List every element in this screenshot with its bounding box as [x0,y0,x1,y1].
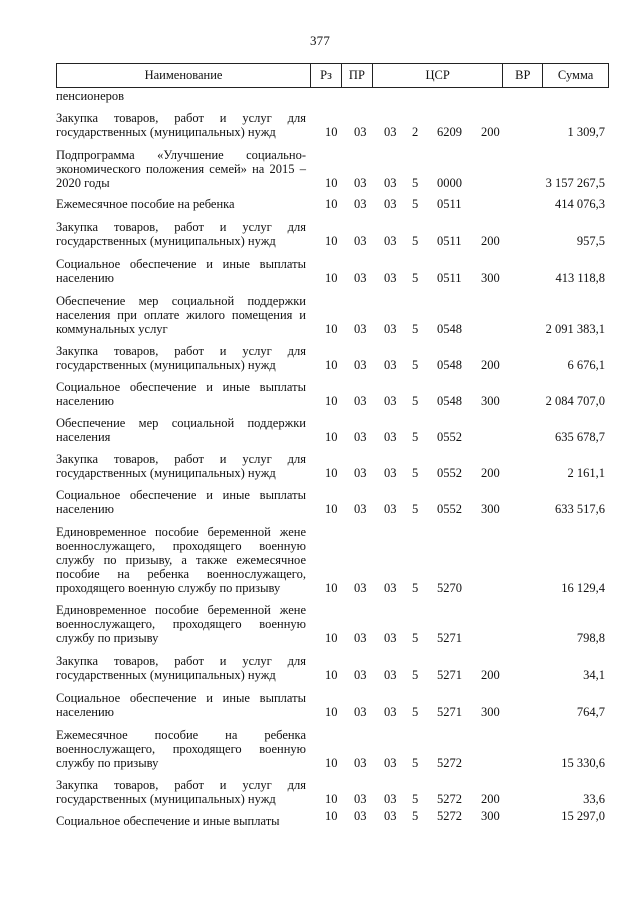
row-csr-subprogram: 5 [412,809,419,823]
row-pr: 03 [354,430,367,444]
row-codes [56,394,609,408]
row-sum: 33,6 [583,792,605,806]
row-codes [56,176,609,190]
row-vr: 200 [481,125,500,139]
row-csr-subprogram: 5 [412,394,419,408]
row-rz: 10 [325,631,338,645]
row-rz: 10 [325,809,338,823]
row-csr-program: 03 [384,631,397,645]
row-pr: 03 [354,631,367,645]
row-codes [56,89,609,103]
row-csr-code: 0548 [437,394,462,408]
row-csr-code: 0548 [437,322,462,336]
row-csr-code: 0511 [437,271,462,285]
row-pr: 03 [354,322,367,336]
row-rz: 10 [325,358,338,372]
table-row [56,89,609,103]
row-csr-code: 0552 [437,502,462,516]
row-codes [56,271,609,285]
row-sum: 15 330,6 [561,756,605,770]
row-rz: 10 [325,430,338,444]
row-csr-program: 03 [384,705,397,719]
row-csr-subprogram: 5 [412,581,419,595]
row-vr: 300 [481,394,500,408]
row-csr-code: 5271 [437,631,462,645]
row-csr-program: 03 [384,668,397,682]
row-csr-code: 0511 [437,234,462,248]
row-csr-code: 6209 [437,125,462,139]
row-csr-subprogram: 5 [412,502,419,516]
table-row [56,728,609,770]
row-csr-code: 5270 [437,581,462,595]
table-row [56,809,609,828]
row-name: Закупка товаров, работ и услуг для государственных (муниципальных) нужд [56,111,306,139]
row-csr-code: 5271 [437,705,462,719]
row-csr-subprogram: 5 [412,197,419,211]
row-csr-program: 03 [384,125,397,139]
row-name: Закупка товаров, работ и услуг для государственных (муниципальных) нужд [56,654,306,682]
row-name: Закупка товаров, работ и услуг для государственных (муниципальных) нужд [56,778,306,806]
row-csr-code: 0000 [437,176,462,190]
row-name: Ежемесячное пособие на ребенка [56,197,235,211]
row-csr-subprogram: 5 [412,322,419,336]
row-pr: 03 [354,809,367,823]
row-name: Обеспечение мер социальной поддержки населения при оплате жилого помещения и коммунальных услуг [56,294,306,336]
row-csr-subprogram: 5 [412,705,419,719]
row-csr-subprogram: 5 [412,792,419,806]
row-name: пенсионеров [56,89,125,103]
row-csr-subprogram: 5 [412,466,419,480]
row-codes [56,705,609,719]
table-body [56,89,609,828]
row-csr-code: 5272 [437,756,462,770]
row-csr-program: 03 [384,176,397,190]
row-csr-subprogram: 5 [412,234,419,248]
row-pr: 03 [354,271,367,285]
row-name: Закупка товаров, работ и услуг для государственных (муниципальных) нужд [56,220,306,248]
row-csr-subprogram: 5 [412,358,419,372]
row-vr: 300 [481,809,500,823]
row-codes [56,631,609,645]
row-csr-subprogram: 2 [412,125,419,139]
row-vr: 300 [481,502,500,516]
row-csr-program: 03 [384,271,397,285]
row-rz: 10 [325,756,338,770]
row-vr: 300 [481,271,500,285]
row-csr-program: 03 [384,234,397,248]
row-pr: 03 [354,234,367,248]
row-codes [56,430,609,444]
row-rz: 10 [325,502,338,516]
table-row [56,654,609,682]
row-csr-program: 03 [384,502,397,516]
row-csr-subprogram: 5 [412,756,419,770]
row-pr: 03 [354,792,367,806]
row-csr-code: 0511 [437,197,462,211]
row-name: Единовременное пособие беременной жене военнослужащего, проходящего военную службу по призыву, а также ежемесячное пособие на ребенка военнослужащего, проходящего военную службу по призыву [56,525,306,595]
row-csr-code: 5271 [437,668,462,682]
row-csr-program: 03 [384,792,397,806]
header-name: Наименование [144,68,223,82]
row-codes [56,668,609,682]
row-csr-program: 03 [384,466,397,480]
row-csr-program: 03 [384,581,397,595]
row-pr: 03 [354,581,367,595]
row-csr-subprogram: 5 [412,176,419,190]
row-sum: 34,1 [583,668,605,682]
row-csr-program: 03 [384,322,397,336]
header-pr: ПР [341,64,372,87]
row-rz: 10 [325,197,338,211]
table-row [56,197,609,211]
row-sum: 798,8 [576,631,605,645]
row-sum: 633 517,6 [555,502,605,516]
row-sum: 2 091 383,1 [545,322,605,336]
row-vr: 200 [481,358,500,372]
table-row [56,220,609,248]
row-vr: 200 [481,792,500,806]
row-name: Социальное обеспечение и иные выплаты населению [56,691,306,719]
row-csr-program: 03 [384,358,397,372]
row-vr: 200 [481,234,500,248]
table-row [56,344,609,372]
row-sum: 2 161,1 [567,466,605,480]
row-pr: 03 [354,197,367,211]
row-csr-subprogram: 5 [412,668,419,682]
row-pr: 03 [354,502,367,516]
row-sum: 957,5 [576,234,605,248]
page-number: 377 [309,33,331,48]
row-rz: 10 [325,234,338,248]
row-codes [56,756,609,770]
row-codes [56,125,609,139]
row-name: Социальное обеспечение и иные выплаты [56,814,280,828]
row-vr: 300 [481,705,500,719]
row-csr-program: 03 [384,430,397,444]
row-sum: 2 084 707,0 [545,394,605,408]
row-name: Подпрограмма «Улучшение социально-экономического положения семей» на 2015 – 2020 годы [56,148,306,190]
row-rz: 10 [325,705,338,719]
row-pr: 03 [354,668,367,682]
table-row [56,416,609,444]
row-rz: 10 [325,125,338,139]
row-csr-code: 0552 [437,430,462,444]
row-csr-subprogram: 5 [412,430,419,444]
row-name: Социальное обеспечение и иные выплаты населению [56,257,306,285]
row-sum: 3 157 267,5 [545,176,605,190]
row-rz: 10 [325,668,338,682]
row-name: Закупка товаров, работ и услуг для государственных (муниципальных) нужд [56,344,306,372]
table-row [56,525,609,595]
table-row [56,778,609,806]
table-row [56,691,609,719]
row-name: Социальное обеспечение и иные выплаты населению [56,488,306,516]
row-pr: 03 [354,358,367,372]
row-pr: 03 [354,125,367,139]
row-csr-code: 5272 [437,809,462,823]
row-sum: 635 678,7 [555,430,605,444]
row-csr-code: 5272 [437,792,462,806]
row-csr-program: 03 [384,756,397,770]
header-sum: Сумма [542,64,608,87]
row-rz: 10 [325,466,338,480]
table-header [56,63,609,88]
row-codes [56,809,609,823]
row-name: Ежемесячное пособие на ребенка военнослужащего, проходящего военную службу по призыву [56,728,306,770]
row-name: Социальное обеспечение и иные выплаты населению [56,380,306,408]
row-name: Обеспечение мер социальной поддержки населения [56,416,306,444]
header-vr: ВР [502,64,542,87]
table-row [56,148,609,190]
table-row [56,111,609,139]
row-csr-subprogram: 5 [412,271,419,285]
row-pr: 03 [354,705,367,719]
row-sum: 414 076,3 [555,197,605,211]
row-csr-code: 0548 [437,358,462,372]
row-csr-subprogram: 5 [412,631,419,645]
row-rz: 10 [325,394,338,408]
row-codes [56,581,609,595]
table-row [56,488,609,516]
row-sum: 764,7 [576,705,605,719]
row-codes [56,234,609,248]
row-pr: 03 [354,394,367,408]
row-csr-code: 0552 [437,466,462,480]
row-name: Закупка товаров, работ и услуг для государственных (муниципальных) нужд [56,452,306,480]
row-csr-program: 03 [384,809,397,823]
row-name: Единовременное пособие беременной жене военнослужащего, проходящего военную службу по призыву [56,603,306,645]
row-rz: 10 [325,322,338,336]
row-pr: 03 [354,176,367,190]
row-vr: 200 [481,668,500,682]
row-codes [56,197,609,211]
header-rz: Рз [310,64,341,87]
table-row [56,603,609,645]
row-vr: 200 [481,466,500,480]
row-pr: 03 [354,756,367,770]
row-codes [56,358,609,372]
row-codes [56,502,609,516]
table-row [56,452,609,480]
table-row [56,380,609,408]
row-csr-program: 03 [384,394,397,408]
row-sum: 15 297,0 [561,809,605,823]
row-sum: 6 676,1 [567,358,605,372]
row-rz: 10 [325,176,338,190]
row-sum: 1 309,7 [567,125,605,139]
table-row [56,294,609,336]
row-codes [56,466,609,480]
row-rz: 10 [325,581,338,595]
row-codes [56,792,609,806]
row-codes [56,322,609,336]
row-sum: 16 129,4 [561,581,605,595]
row-pr: 03 [354,466,367,480]
row-rz: 10 [325,792,338,806]
row-sum: 413 118,8 [555,271,605,285]
row-csr-program: 03 [384,197,397,211]
row-rz: 10 [325,271,338,285]
header-csr: ЦСР [372,64,503,87]
table-row [56,257,609,285]
